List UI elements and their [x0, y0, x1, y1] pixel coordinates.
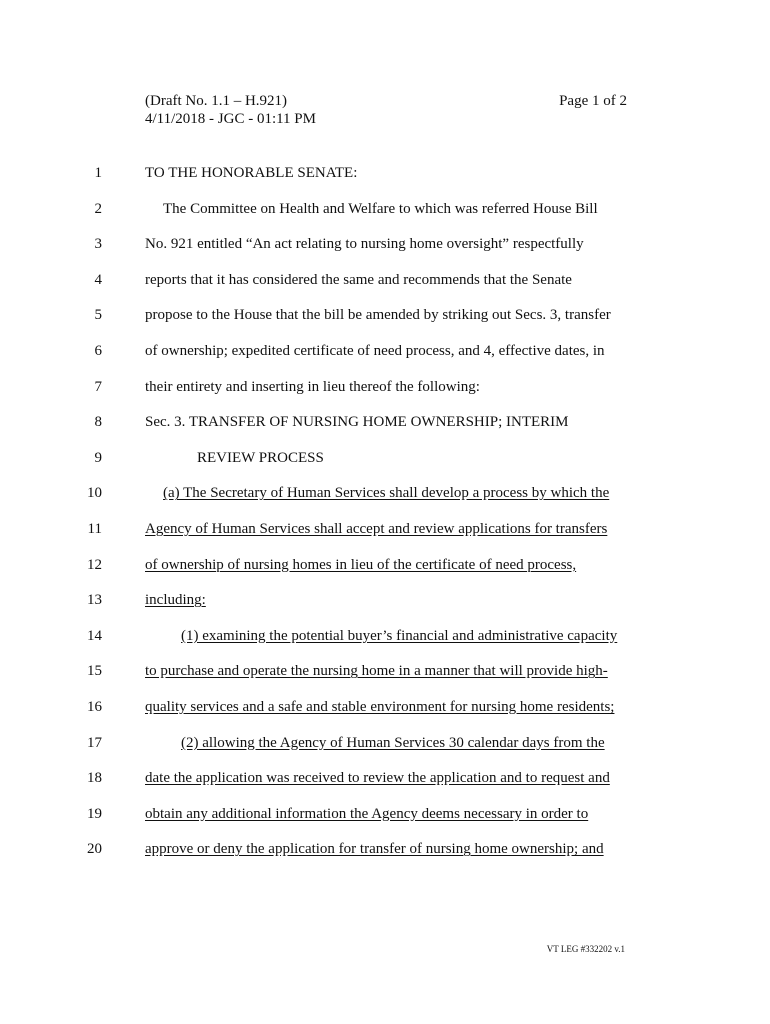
- line-number: 20: [87, 841, 102, 858]
- document-line: [0, 557, 770, 579]
- document-line: [0, 592, 770, 614]
- draft-header: [145, 92, 316, 128]
- document-line: [0, 735, 770, 757]
- line-text: Agency of Human Services shall accept and review applications for transfers: [145, 521, 608, 537]
- line-text: quality services and a safe and stable environment for nursing home residents;: [145, 699, 615, 715]
- line-text: including:: [145, 592, 206, 609]
- line-number: 17: [87, 734, 102, 751]
- document-line: [0, 806, 770, 828]
- line-text: reports that it has considered the same and recommends that the Senate: [145, 271, 572, 288]
- document-line: [0, 307, 770, 329]
- line-number: 10: [87, 485, 102, 502]
- line-number: 14: [87, 627, 102, 644]
- line-number: 11: [87, 521, 102, 537]
- document-line: [0, 450, 770, 472]
- line-text: Sec. 3. TRANSFER OF NURSING HOME OWNERSHIP; INTERIM: [145, 414, 569, 431]
- document-line: [0, 414, 770, 436]
- document-line: [0, 663, 770, 685]
- line-text: approve or deny the application for transfer of nursing home ownership; and: [145, 841, 604, 858]
- line-number: 8: [94, 414, 102, 431]
- document-line: [0, 699, 770, 721]
- document-line: [0, 628, 770, 650]
- page-indicator: Page 1 of 2: [559, 93, 627, 109]
- line-number: 9: [94, 449, 102, 466]
- line-number: 6: [94, 343, 102, 359]
- draft-number: (Draft No. 1.1 – H.921): [145, 93, 288, 109]
- line-text: (1) examining the potential buyer’s financial and administrative capacity: [181, 627, 618, 644]
- document-line: [0, 521, 770, 543]
- line-text: propose to the House that the bill be amended by striking out Secs. 3, transfer: [145, 307, 611, 324]
- document-line: [0, 379, 770, 401]
- line-text: TO THE HONORABLE SENATE:: [145, 165, 358, 181]
- line-text: No. 921 entitled “An act relating to nursing home oversight” respectfully: [145, 236, 584, 253]
- line-number: 18: [87, 770, 102, 787]
- line-number: 13: [87, 592, 102, 609]
- line-text: their entirety and inserting in lieu thereof the following:: [145, 378, 480, 395]
- line-text: of ownership of nursing homes in lieu of the certificate of need process,: [145, 556, 577, 573]
- line-text: date the application was received to review the application and to request and: [145, 770, 610, 787]
- line-number: 7: [94, 378, 102, 395]
- line-text: of ownership; expedited certificate of need process, and 4, effective dates, in: [145, 343, 605, 359]
- line-text: to purchase and operate the nursing home in a manner that will provide high-: [145, 663, 608, 680]
- document-line: [0, 236, 770, 258]
- document-line: [0, 201, 770, 223]
- line-number: 12: [87, 556, 102, 573]
- document-id-footer: VT LEG #332202 v.1: [546, 944, 625, 954]
- document-line: [0, 485, 770, 507]
- draft-date-line: 4/11/2018 - JGC - 01:11 PM: [145, 111, 316, 127]
- line-text: REVIEW PROCESS: [197, 449, 324, 466]
- line-number: 2: [94, 200, 102, 217]
- line-number: 1: [94, 165, 102, 181]
- line-number: 15: [87, 663, 102, 680]
- line-number: 19: [87, 805, 102, 822]
- line-number: 5: [94, 307, 102, 324]
- line-text: (a) The Secretary of Human Services shall develop a process by which the: [163, 485, 610, 502]
- document-line: [0, 343, 770, 365]
- line-text: obtain any additional information the Agency deems necessary in order to: [145, 805, 589, 822]
- line-number: 4: [94, 271, 102, 288]
- line-text: The Committee on Health and Welfare to which was referred House Bill: [163, 200, 598, 217]
- line-text: (2) allowing the Agency of Human Services 30 calendar days from the: [181, 734, 605, 751]
- document-line: [0, 165, 770, 187]
- line-number: 16: [87, 699, 102, 715]
- document-line: [0, 272, 770, 294]
- document-line: [0, 841, 770, 863]
- line-number: 3: [94, 236, 102, 253]
- document-line: [0, 770, 770, 792]
